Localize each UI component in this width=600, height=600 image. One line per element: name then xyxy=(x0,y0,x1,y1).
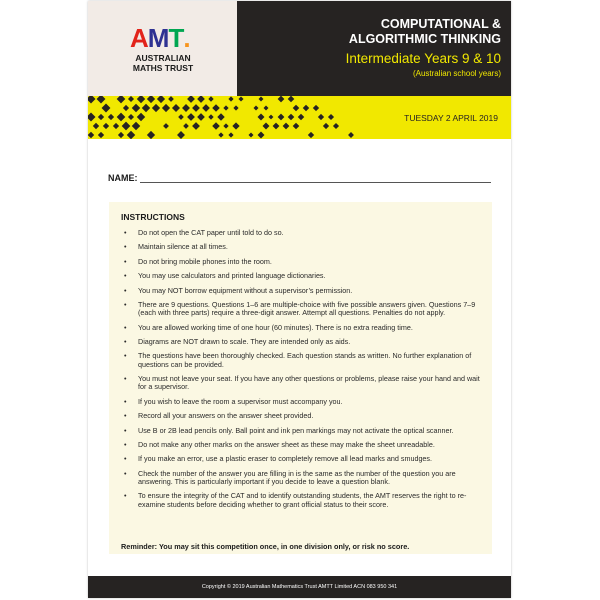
pattern-diamond xyxy=(258,132,265,139)
pattern-diamond xyxy=(293,105,300,112)
bullet-icon: • xyxy=(124,256,127,266)
instruction-item xyxy=(122,324,484,332)
bullet-icon: • xyxy=(124,351,127,361)
bullet-icon: • xyxy=(124,468,127,478)
pattern-diamond xyxy=(208,114,213,119)
pattern-diamond xyxy=(142,104,150,112)
pattern-diamond xyxy=(233,105,238,110)
bullet-icon: • xyxy=(124,285,127,295)
pattern-diamond xyxy=(253,105,258,110)
pattern-diamond xyxy=(212,122,220,130)
pattern-diamond xyxy=(298,114,304,120)
competition-title xyxy=(349,17,501,47)
diamond-pattern-graphic xyxy=(88,96,388,139)
instruction-item xyxy=(122,243,484,251)
pattern-diamond xyxy=(103,123,109,129)
pattern-diamond xyxy=(293,123,300,130)
pattern-diamond xyxy=(192,104,200,112)
bullet-icon: • xyxy=(124,454,127,464)
bullet-icon: • xyxy=(124,322,127,332)
pattern-diamond xyxy=(263,123,270,130)
pattern-diamond xyxy=(122,122,131,131)
pattern-diamond xyxy=(264,106,269,111)
pattern-diamond xyxy=(98,132,104,138)
instruction-text: You are allowed working time of one hour (60 minutes). There is no extra reading time. xyxy=(138,322,413,332)
instruction-item xyxy=(122,492,484,509)
instruction-item xyxy=(122,287,484,295)
amt-logo-block xyxy=(88,1,237,96)
name-label: NAME: xyxy=(108,173,138,183)
instruction-item xyxy=(122,338,484,346)
pattern-diamond xyxy=(348,132,354,138)
instruction-item xyxy=(122,427,484,435)
pattern-diamond xyxy=(232,122,239,129)
bullet-icon: • xyxy=(124,425,127,435)
pattern-diamond xyxy=(187,113,195,121)
pattern-diamond xyxy=(288,114,295,121)
pattern-diamond xyxy=(128,114,134,120)
pattern-diamond xyxy=(93,123,99,129)
pattern-diamond xyxy=(163,123,169,129)
instruction-item xyxy=(122,455,484,463)
pattern-diamond xyxy=(132,104,141,113)
pattern-diamond xyxy=(278,114,285,121)
pattern-diamond xyxy=(278,96,285,102)
instructions-heading: INSTRUCTIONS xyxy=(121,212,185,222)
pattern-diamond xyxy=(88,132,94,138)
pattern-diamond xyxy=(132,122,141,131)
pattern-diamond xyxy=(248,132,253,137)
bullet-icon: • xyxy=(124,374,127,384)
pattern-diamond xyxy=(197,113,205,121)
division-label: Intermediate Years 9 & 10 xyxy=(345,51,501,66)
bullet-icon: • xyxy=(124,491,127,501)
pattern-diamond xyxy=(318,114,324,120)
pattern-diamond xyxy=(259,97,264,102)
pattern-diamond xyxy=(182,104,190,112)
pattern-diamond xyxy=(228,96,233,101)
instruction-item xyxy=(122,258,484,266)
logo-wordmark-line1: AUSTRALIAN xyxy=(135,53,191,63)
instruction-item xyxy=(122,470,484,487)
instruction-item xyxy=(122,375,484,392)
title-block xyxy=(237,1,511,96)
competition-title-line2: ALGORITHMIC THINKING xyxy=(348,32,501,46)
pattern-diamond xyxy=(168,96,174,102)
instruction-text: Do not bring mobile phones into the room. xyxy=(138,256,272,266)
pattern-diamond xyxy=(183,123,189,129)
pattern-diamond xyxy=(117,96,126,103)
instruction-item xyxy=(122,412,484,420)
pattern-diamond xyxy=(212,104,220,112)
instruction-item xyxy=(122,441,484,449)
instruction-item xyxy=(122,229,484,237)
pattern-diamond xyxy=(303,105,309,111)
instruction-text: Check the number of the answer you are filling in is the same as the number of the question you are answering. This is particularly important if you decide to leave a question blank. xyxy=(138,468,456,487)
bullet-icon: • xyxy=(124,337,127,347)
copyright-footer: Copyright © 2019 Australian Mathematics Trust AMTT Limited ACN 083 950 341 xyxy=(88,576,511,598)
amt-logo-mark xyxy=(130,25,190,51)
instruction-text: You may NOT borrow equipment without a supervisor’s permission. xyxy=(138,285,353,295)
instruction-text: You may use calculators and printed language dictionaries. xyxy=(138,271,326,281)
instruction-item xyxy=(122,272,484,280)
pattern-diamond xyxy=(223,105,228,110)
instruction-text: Record all your answers on the answer sheet provided. xyxy=(138,411,314,421)
pattern-diamond xyxy=(88,113,96,122)
instruction-text: To ensure the integrity of the CAT and to identify outstanding students, the AMT reserves the right to re-examine students before deciding whether to grant official status to their score. xyxy=(138,491,467,509)
pattern-diamond xyxy=(333,123,339,129)
bullet-icon: • xyxy=(124,228,127,237)
pattern-diamond xyxy=(113,123,119,129)
pattern-band xyxy=(88,96,511,139)
pattern-diamond xyxy=(157,96,165,103)
instruction-item xyxy=(122,352,484,369)
pattern-diamond xyxy=(202,104,210,112)
pattern-diamond xyxy=(258,114,265,121)
instruction-text: Maintain silence at all times. xyxy=(138,242,228,252)
pattern-diamond xyxy=(88,96,96,104)
instruction-text: You must not leave your seat. If you have any other questions or problems, please raise your hand and wait for a supervisor. xyxy=(138,374,480,392)
instruction-text: Diagrams are NOT drawn to scale. They are intended only as aids. xyxy=(138,337,351,347)
pattern-diamond xyxy=(328,114,334,120)
pattern-diamond xyxy=(208,96,213,101)
reminder-note: Reminder: You may sit this competition once, in one division only, or risk no score. xyxy=(121,542,410,551)
logo-letter-m: M xyxy=(147,23,169,53)
pattern-diamond xyxy=(178,114,184,120)
bullet-icon: • xyxy=(124,242,127,252)
pattern-diamond xyxy=(273,123,280,130)
pattern-diamond xyxy=(128,96,134,102)
pattern-diamond xyxy=(162,104,170,112)
instruction-text: There are 9 questions. Questions 1–6 are multiple-choice with five possible answers given. Questions 7–9 (each with three parts) require a three-digit answer. Attempt all questions. Penalties do not apply. xyxy=(138,299,476,318)
instruction-text: If you make an error, use a plastic eraser to completely remove all lead marks and smudges. xyxy=(138,454,433,464)
bullet-icon: • xyxy=(124,271,127,281)
pattern-diamond xyxy=(137,96,145,103)
pattern-diamond xyxy=(308,132,314,138)
logo-letter-t: T xyxy=(168,23,184,53)
pattern-diamond xyxy=(137,113,145,121)
pattern-diamond xyxy=(98,114,104,120)
pattern-diamond xyxy=(269,115,274,120)
exam-cover-page xyxy=(88,1,511,598)
pattern-diamond xyxy=(147,96,155,103)
pattern-diamond xyxy=(217,113,224,120)
pattern-diamond xyxy=(97,96,106,103)
pattern-diamond xyxy=(288,96,295,102)
pattern-diamond xyxy=(283,123,290,130)
pattern-diamond xyxy=(147,131,155,139)
instructions-panel xyxy=(109,202,492,554)
bullet-icon: • xyxy=(124,299,127,309)
pattern-diamond xyxy=(197,96,205,103)
exam-date: TUESDAY 2 APRIL 2019 xyxy=(404,113,498,123)
logo-dot: . xyxy=(183,23,190,53)
logo-wordmark-line2: MATHS TRUST xyxy=(132,62,194,73)
pattern-diamond xyxy=(118,132,124,138)
logo-letter-a: A xyxy=(130,23,148,53)
pattern-diamond xyxy=(228,132,233,137)
pattern-diamond xyxy=(102,104,111,113)
instruction-text: Use B or 2B lead pencils only. Ball point and ink pen markings may not activate the optical scanner. xyxy=(138,425,454,435)
instruction-text: If you wish to leave the room a supervisor must accompany you. xyxy=(138,396,343,406)
pattern-diamond xyxy=(117,113,126,122)
competition-title-line1: COMPUTATIONAL & xyxy=(380,17,501,31)
pattern-diamond xyxy=(177,131,185,139)
pattern-diamond xyxy=(152,104,160,112)
pattern-diamond xyxy=(192,122,200,130)
bullet-icon: • xyxy=(124,439,127,449)
division-note: (Australian school years) xyxy=(412,69,501,78)
pattern-diamond xyxy=(187,96,195,103)
pattern-diamond xyxy=(108,114,114,120)
pattern-diamond xyxy=(238,96,243,101)
instruction-item xyxy=(122,398,484,406)
instruction-item xyxy=(122,301,484,318)
instruction-text: The questions have been thoroughly checked. Each question stands as written. No further explanation of questions can be provided. xyxy=(138,351,472,369)
bullet-icon: • xyxy=(124,396,127,406)
instructions-list xyxy=(122,229,484,515)
instruction-text: Do not open the CAT paper until told to do so. xyxy=(138,228,284,237)
pattern-diamond xyxy=(223,123,228,128)
logo-wordmark xyxy=(118,54,208,73)
bullet-icon: • xyxy=(124,411,127,421)
pattern-diamond xyxy=(218,132,223,137)
instruction-text: Do not make any other marks on the answer sheet as these may make the sheet unreadable. xyxy=(138,439,435,449)
pattern-diamond xyxy=(123,105,129,111)
pattern-diamond xyxy=(127,131,136,139)
pattern-diamond xyxy=(323,123,329,129)
name-write-line xyxy=(140,182,491,183)
pattern-diamond xyxy=(172,104,180,112)
pattern-diamond xyxy=(313,105,319,111)
